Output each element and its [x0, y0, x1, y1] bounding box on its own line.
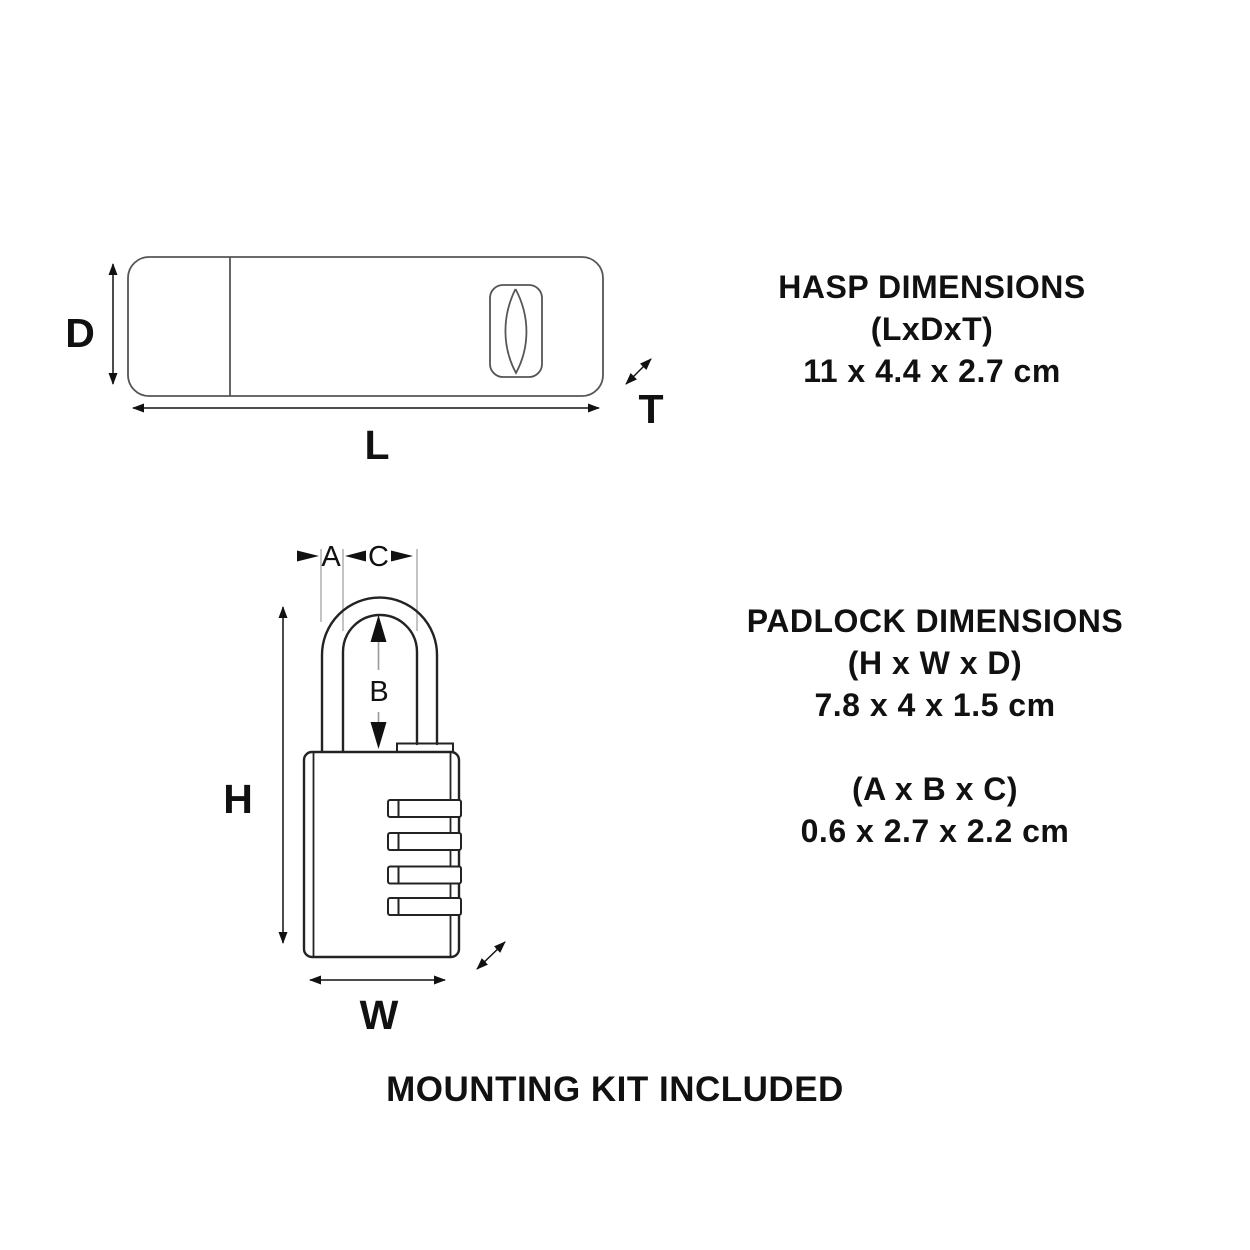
shackle-width-label: C [368, 541, 389, 573]
padlock-info-formula-abc: (A x B x C) [851, 771, 1019, 807]
shackle-clearance-callout [369, 615, 388, 749]
hasp-thickness-label: T [638, 386, 664, 432]
clearance-arrow-up [371, 615, 387, 642]
clearance-arrow-down [371, 722, 387, 749]
shackle-diameter-label: A [321, 541, 341, 573]
padlock-info-title: PADLOCK DIMENSIONS [746, 603, 1124, 639]
callout-arrow-a [297, 551, 319, 562]
callout-arrow-c-left [345, 551, 366, 562]
hasp-drawing [128, 257, 603, 396]
hasp-thickness-arrow [626, 359, 651, 384]
shackle-collar [397, 744, 453, 753]
callout-arrow-c-right [391, 551, 413, 562]
padlock-body [304, 752, 459, 957]
padlock-depth-arrow [477, 942, 505, 969]
mounting-kit-note: MOUNTING KIT INCLUDED [386, 1070, 844, 1109]
hasp-dimension-arrows [113, 264, 651, 408]
padlock-width-label: W [359, 992, 399, 1038]
padlock-info-value-abc: 0.6 x 2.7 x 2.2 cm [800, 813, 1070, 849]
hasp-depth-label: D [65, 310, 95, 356]
hasp-staple-slot [490, 285, 542, 377]
hasp-info-block [672, 266, 1192, 392]
padlock-info-value-hwd: 7.8 x 4 x 1.5 cm [814, 687, 1056, 723]
hasp-info-title: HASP DIMENSIONS [778, 269, 1086, 305]
padlock-info-block [675, 600, 1195, 852]
hasp-length-label: L [364, 422, 390, 468]
hasp-info-value: 11 x 4.4 x 2.7 cm [803, 353, 1061, 389]
shackle-clearance-label: B [369, 676, 389, 708]
padlock-drawing [304, 598, 461, 957]
padlock-height-label: H [223, 776, 253, 822]
hasp-info-formula: (LxDxT) [870, 311, 994, 347]
hasp-staple-loop [505, 289, 526, 373]
hasp-outline [128, 257, 603, 396]
shackle-callout-arrows [297, 541, 413, 573]
padlock-info-formula-hwd: (H x W x D) [847, 645, 1023, 681]
